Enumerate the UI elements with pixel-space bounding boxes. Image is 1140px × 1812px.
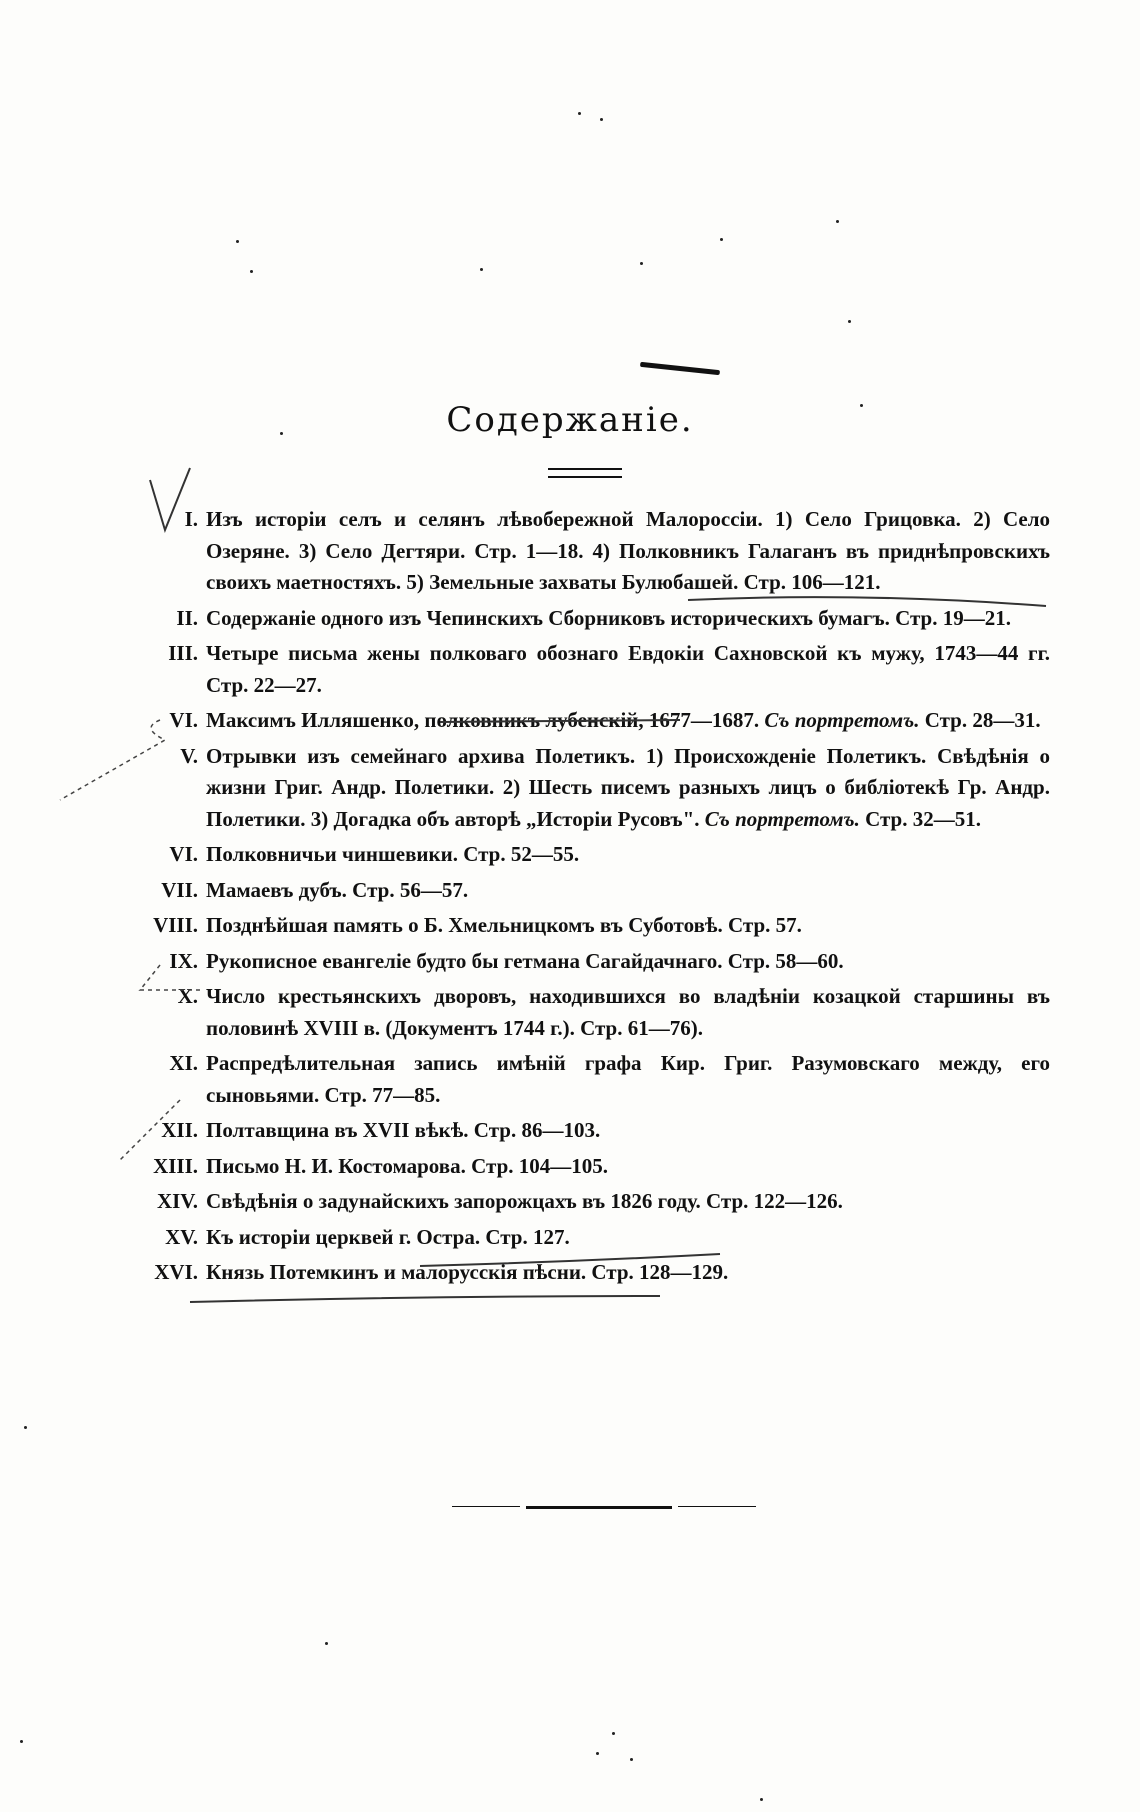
scan-speck <box>720 238 723 241</box>
pencil-underline <box>190 1296 660 1302</box>
toc-entry <box>140 603 1050 635</box>
table-of-contents <box>140 504 1050 1293</box>
toc-entry-text: Свѣдѣнія о задунайскихъ запорожцахъ въ 1826 году. Стр. 122—126. <box>206 1189 843 1213</box>
scan-speck <box>480 268 483 271</box>
toc-entry <box>140 981 1050 1044</box>
toc-entry-number: X. <box>177 984 198 1008</box>
toc-entry-number: V. <box>180 743 198 768</box>
scan-speck <box>760 1798 763 1801</box>
page-title: Содержаніе. <box>446 400 694 440</box>
toc-entry-text: Къ исторіи церквей г. Остра. Стр. 127. <box>206 1224 570 1249</box>
toc-entry-text: Содержаніе одного изъ Чепинскихъ Сборниковъ историческихъ бумагъ. Стр. 19—21. <box>206 605 1011 630</box>
toc-entry-text: Полковничьи чиншевики. Стр. 52—55. <box>206 842 580 866</box>
ornamental-dash <box>640 362 720 375</box>
toc-entry-number: XIV. <box>156 1189 198 1213</box>
toc-entry-text: Четыре письма жены полковаго обознаго Евдокіи Сахновской къ мужу, 1743—44 гг. Стр. 22—27. <box>206 641 1050 697</box>
toc-entry <box>140 910 1050 942</box>
scan-speck <box>596 1752 599 1755</box>
toc-entry <box>140 1151 1050 1183</box>
toc-entry <box>140 1186 1050 1218</box>
toc-entry-number: I. <box>184 507 198 531</box>
toc-entry-number: XII. <box>161 1118 198 1142</box>
scan-speck <box>325 1642 328 1645</box>
toc-entry <box>140 741 1050 836</box>
toc-entry-text: Число крестьянскихъ дворовъ, находившихся во владѣніи козацкой старшины въ половинѣ XVIII в. (Документъ 1744 г.). Стр. 61—76). <box>206 984 1050 1040</box>
toc-entry-text-wrapper <box>206 741 1050 836</box>
scan-speck <box>578 112 581 115</box>
scan-speck <box>600 118 603 121</box>
toc-entry-text-wrapper <box>206 705 1050 737</box>
closing-rule-left <box>452 1506 520 1507</box>
toc-entry <box>140 1222 1050 1254</box>
toc-entry-text: Рукописное евангеліе будто бы гетмана Сагайдачнаго. Стр. 58—60. <box>206 948 844 973</box>
toc-entry <box>140 638 1050 701</box>
scan-speck <box>836 220 839 223</box>
scan-speck <box>848 320 851 323</box>
scan-speck <box>24 1426 27 1429</box>
toc-entry-text: Полтавщина въ XVII вѣкѣ. Стр. 86—103. <box>206 1118 601 1142</box>
toc-entry-text: Распредѣлительная запись имѣній графа Кир. Григ. Разумовскаго между, его сыновьями. Стр. 77—85. <box>206 1051 1050 1107</box>
toc-entry-number: XV. <box>165 1224 198 1249</box>
toc-entry-text: Максимъ Илляшенко, полковникъ лубенскій, 1677—1687. <box>206 708 760 732</box>
scan-speck <box>236 240 239 243</box>
toc-entry-text: Отрывки изъ семейнаго архива Полетикъ. 1) Происхожденіе Полетикъ. Свѣдѣнія о жизни Григ. Андр. Полетики. 2) Шесть писемъ разныхъ лицъ о библіотекѣ Гр. Андр. Полетики. 3) Догадка объ авторѣ „Исторіи Русовъ". <box>206 743 1050 831</box>
toc-entry-tail: Стр. 32—51. <box>859 806 981 831</box>
scan-speck <box>612 1732 615 1735</box>
toc-entry <box>140 504 1050 599</box>
toc-entry-tail: Стр. 28—31. <box>919 708 1041 732</box>
scan-speck <box>250 270 253 273</box>
toc-entry-text: Князь Потемкинъ и малорусскія пѣсни. Стр. 128—129. <box>206 1260 729 1284</box>
scan-speck <box>640 262 643 265</box>
toc-entry-number: VI. <box>169 708 198 732</box>
toc-entry <box>140 705 1050 737</box>
toc-entry-italic: Съ портретомъ. <box>704 806 860 831</box>
toc-entry-number: III. <box>168 641 198 665</box>
toc-entry <box>140 875 1050 907</box>
toc-entry-number: IX. <box>169 948 198 973</box>
title-double-rule <box>548 468 622 478</box>
toc-entry-italic: Съ портретомъ. <box>764 708 920 732</box>
closing-rule-right <box>678 1506 756 1507</box>
toc-entry-number: XVI. <box>154 1260 198 1284</box>
toc-entry-number: VI. <box>169 842 198 866</box>
scan-speck <box>20 1740 23 1743</box>
toc-entry-number: II. <box>176 605 198 630</box>
scan-speck <box>630 1758 633 1761</box>
toc-entry-text: Мамаевъ дубъ. Стр. 56—57. <box>206 877 469 902</box>
toc-entry-text: Изъ исторіи селъ и селянъ лѣвобережной Малороссіи. 1) Село Грицовка. 2) Село Озеряне. 3) Село Дегтяри. Стр. 1—18. 4) Полковникъ Галаганъ въ приднѣпровскихъ своихъ маетностяхъ. 5) Земельные захваты Булюбашей. Стр. 106—121. <box>206 507 1050 594</box>
toc-entry <box>140 839 1050 871</box>
toc-entry-number: VII. <box>161 877 198 902</box>
toc-entry-text: Письмо Н. И. Костомарова. Стр. 104—105. <box>206 1153 608 1178</box>
closing-rule-center <box>526 1506 672 1509</box>
toc-entry <box>140 1048 1050 1111</box>
toc-entry-number: XIII. <box>153 1153 198 1178</box>
toc-entry-text: Позднѣйшая память о Б. Хмельницкомъ въ Суботовѣ. Стр. 57. <box>206 913 802 937</box>
toc-entry-number: VIII. <box>153 913 198 937</box>
toc-entry-number: XI. <box>169 1051 198 1075</box>
toc-entry <box>140 946 1050 978</box>
toc-entry <box>140 1257 1050 1289</box>
toc-entry <box>140 1115 1050 1147</box>
